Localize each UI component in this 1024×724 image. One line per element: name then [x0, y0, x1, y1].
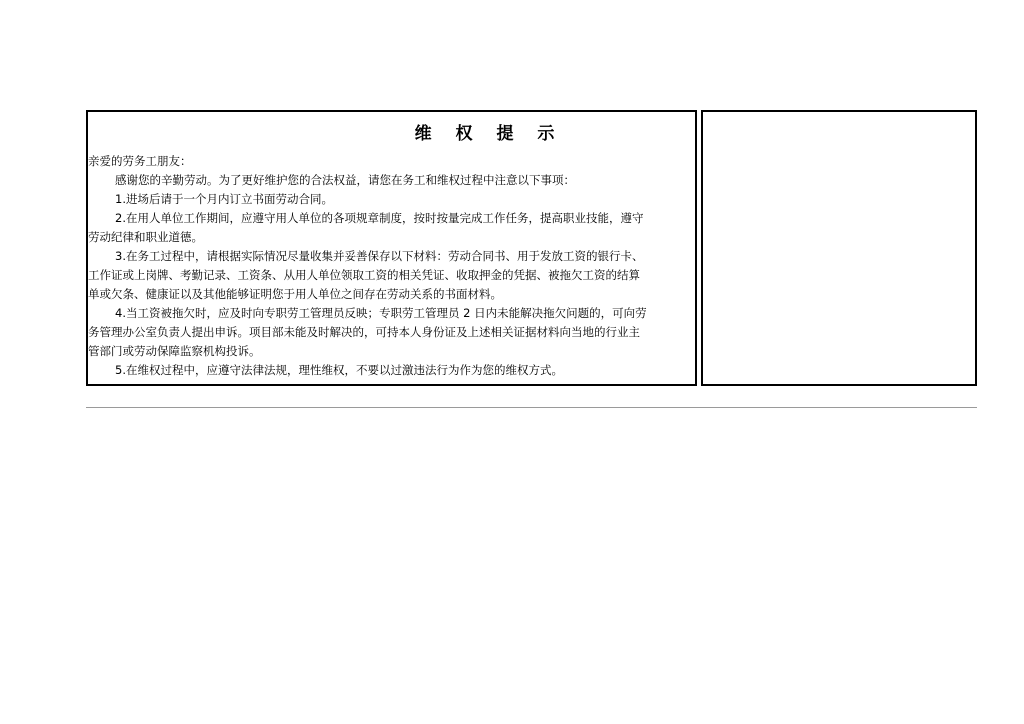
notice-item-2: [88, 209, 695, 247]
notice-title: 维 权 提 示: [414, 124, 564, 144]
item-text: 5.在维权过程中，应遵守法律法规，理性维权，不要以过激违法行为作为您的维权方式。: [115, 363, 563, 377]
notice-item-1: [88, 190, 695, 209]
item-text-continuation: 单或欠条、健康证以及其他能够证明您于用人单位之间存在劳动关系的书面材料。: [88, 287, 502, 301]
item-text-continuation: 劳动纪律和职业道德。: [88, 230, 203, 244]
item-text-continuation: 务管理办公室负责人提出申诉。项目部未能及时解决的，可持本人身份证及上述相关证据材料向当地的行业主: [88, 325, 640, 339]
greeting-text: 亲爱的劳务工朋友：: [88, 154, 192, 168]
horizontal-divider: [86, 407, 977, 408]
notice-item-3: [88, 247, 695, 304]
item-text-continuation: 管部门或劳动保障监察机构投诉。: [88, 344, 261, 358]
intro-text: 感谢您的辛勤劳动。为了更好维护您的合法权益，请您在务工和维权过程中注意以下事项：: [115, 173, 575, 187]
item-text-continuation: 工作证或上岗牌、考勤记录、工资条、从用人单位领取工资的相关凭证、收取押金的凭据、被拖欠工资的结算: [88, 268, 640, 282]
item-text: 1.进场后请于一个月内订立书面劳动合同。: [115, 192, 333, 206]
notice-body: [88, 152, 695, 380]
item-text: 4.当工资被拖欠时，应及时向专职劳工管理员反映；专职劳工管理员 2 日内未能解决拖欠问题的，可向劳: [115, 306, 647, 320]
notice-item-4: [88, 304, 695, 361]
item-text: 3.在务工过程中，请根据实际情况尽量收集并妥善保存以下材料：劳动合同书、用于发放工资的银行卡、: [115, 249, 644, 263]
notice-item-5: [88, 361, 695, 380]
empty-side-box: [701, 110, 977, 386]
rights-notice-box: [86, 110, 697, 386]
item-text: 2.在用人单位工作期间，应遵守用人单位的各项规章制度，按时按量完成工作任务，提高职业技能，遵守: [115, 211, 644, 225]
